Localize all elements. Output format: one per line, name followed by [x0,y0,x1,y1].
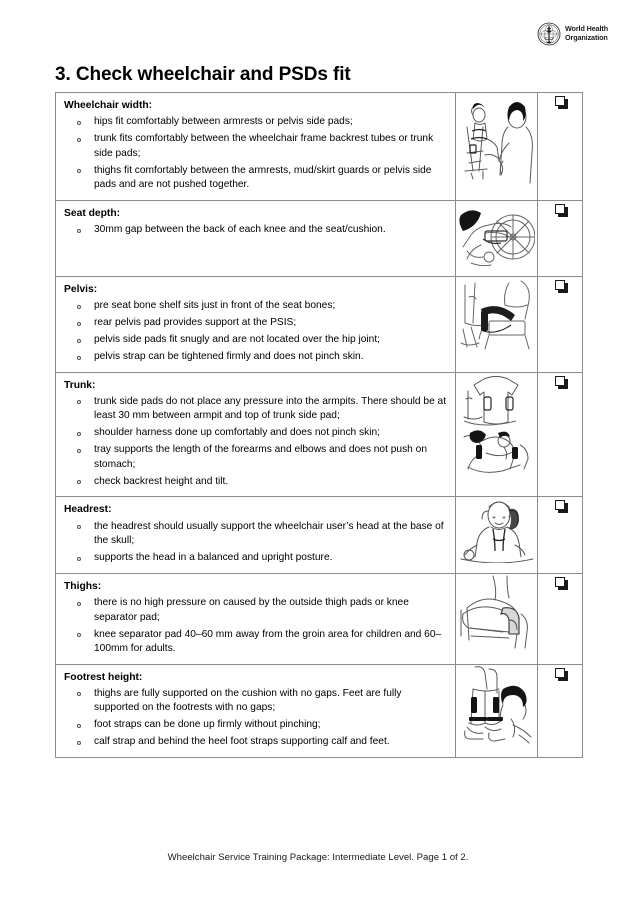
page-title: 3. Check wheelchair and PSDs fit [55,63,351,85]
list-item: calf strap and behind the heel foot straps supporting calf and feet. [64,735,447,749]
row-text-cell [56,573,456,664]
illustration-knee-separator-pad [459,574,535,650]
row-item-list [64,299,447,364]
list-item: tray supports the length of the forearms and elbows and does not push on stomach; [64,443,447,472]
row-title: Footrest height: [64,671,143,683]
row-illustration-cell [456,200,538,276]
checkbox-icon[interactable] [555,500,565,510]
checkbox-wrapper[interactable] [555,500,565,510]
row-checkbox-cell[interactable] [538,276,583,372]
row-title: Headrest: [64,504,112,516]
list-item: supports the head in a balanced and upright posture. [64,551,447,565]
who-logo-line1: World Health [565,24,608,34]
row-checkbox-cell[interactable] [538,200,583,276]
list-item: 30mm gap between the back of each knee and the seat/cushion. [64,223,447,237]
list-item: pelvis strap can be tightened firmly and does not pinch skin. [64,350,447,364]
table-body [56,93,583,758]
who-logo-text [565,25,608,43]
row-illustration-cell [456,93,538,201]
wheelchair-fit-checklist-table [55,92,583,758]
row-title: Trunk: [64,379,96,391]
checkbox-icon[interactable] [555,204,565,214]
row-illustration-cell [456,372,538,497]
checkbox-wrapper[interactable] [555,280,565,290]
table-row [56,372,583,497]
list-item: check backrest height and tilt. [64,475,447,489]
illustration-trunk-reclined-support [460,429,534,475]
row-illustration-cell [456,664,538,757]
checkbox-wrapper[interactable] [555,668,565,678]
list-item: pre seat bone shelf sits just in front of the seat bones; [64,299,447,313]
list-item: the headrest should usually support the wheelchair user’s head at the base of the skull; [64,520,447,549]
list-item: trunk fits comfortably between the wheelchair frame backrest tubes or trunk side pads; [64,132,447,161]
illustration-wheelchair-width [459,93,535,185]
list-item: foot straps can be done up firmly without pinching; [64,718,447,732]
table-row [56,573,583,664]
illustration-seat-depth [459,201,535,269]
illustration-trunk-side-pads [462,373,532,427]
list-item: shoulder harness done up comfortably and does not pinch skin; [64,426,447,440]
row-checkbox-cell[interactable] [538,573,583,664]
who-emblem-icon [537,22,561,46]
row-checkbox-cell[interactable] [538,372,583,497]
row-title: Wheelchair width: [64,100,153,111]
who-logo [537,22,608,46]
row-text-cell [56,200,456,276]
list-item: pelvis side pads fit snugly and are not located over the hip joint; [64,333,447,347]
list-item: thighs fit comfortably between the armrests, mud/skirt guards or pelvis side pads and are not pushed together. [64,164,447,193]
row-item-list [64,115,447,192]
table-row [56,200,583,276]
row-title: Pelvis: [64,283,98,295]
checkbox-icon[interactable] [555,668,565,678]
checkbox-icon[interactable] [555,376,565,386]
row-item-list [64,596,447,656]
checkbox-wrapper[interactable] [555,96,565,106]
list-item: knee separator pad 40–60 mm away from the groin area for children and 60–100mm for adults. [64,628,447,657]
list-item: thighs are fully supported on the cushion with no gaps. Feet are fully supported on the footrests with no gaps; [64,687,447,716]
checkbox-icon[interactable] [555,96,565,106]
checkbox-wrapper[interactable] [555,376,565,386]
list-item: hips fit comfortably between armrests or pelvis side pads; [64,115,447,129]
row-checkbox-cell[interactable] [538,93,583,201]
row-illustration-cell [456,573,538,664]
row-checkbox-cell[interactable] [538,664,583,757]
row-illustration-cell [456,497,538,573]
row-checkbox-cell[interactable] [538,497,583,573]
row-illustration-cell [456,276,538,372]
row-item-list [64,520,447,566]
who-logo-line2: Organization [565,33,608,42]
table-row [56,276,583,372]
row-item-list [64,223,447,237]
illustration-pelvis-strap [459,277,535,357]
table-row [56,93,583,201]
checkbox-wrapper[interactable] [555,577,565,587]
illustration-footrest-straps [459,665,535,745]
illustration-headrest [459,497,535,563]
page-footer: Wheelchair Service Training Package: Intermediate Level. Page 1 of 2. [167,852,469,863]
checkbox-icon[interactable] [555,280,565,290]
row-text-cell [56,93,456,201]
list-item: there is no high pressure on caused by the outside thigh pads or knee separator pad; [64,596,447,625]
list-item: trunk side pads do not place any pressure into the armpits. There should be at least 30 mm between armpit and top of trunk side pad; [64,395,447,424]
row-text-cell [56,372,456,497]
row-item-list [64,395,447,489]
table-row [56,664,583,757]
row-title: Seat depth: [64,207,121,219]
row-text-cell [56,664,456,757]
row-title: Thighs: [64,580,102,592]
checkbox-icon[interactable] [555,577,565,587]
row-text-cell [56,276,456,372]
row-text-cell [56,497,456,573]
list-item: rear pelvis pad provides support at the PSIS; [64,316,447,330]
row-item-list [64,687,447,750]
checkbox-wrapper[interactable] [555,204,565,214]
table-row [56,497,583,573]
